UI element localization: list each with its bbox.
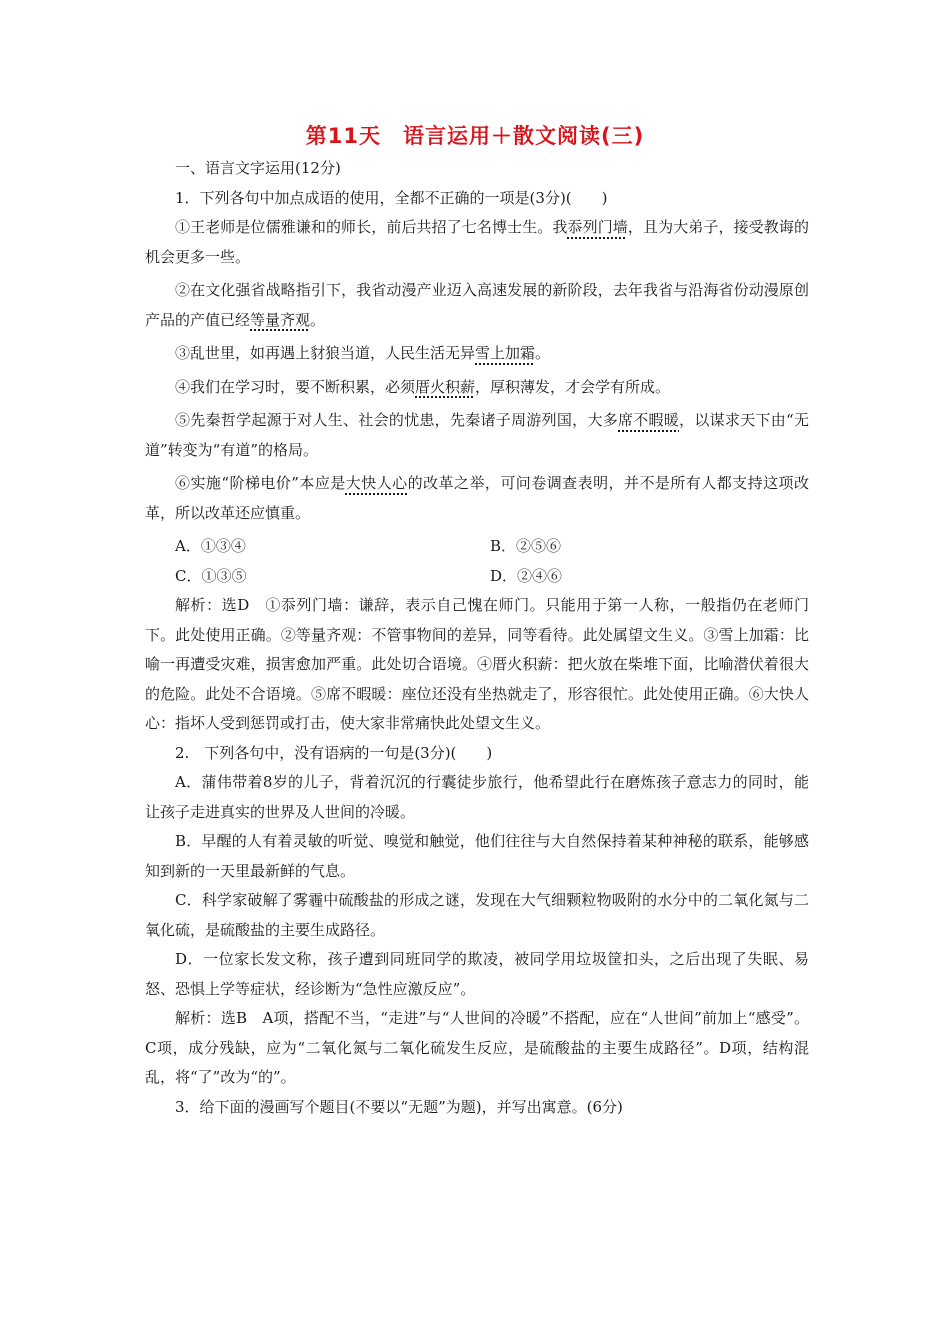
q1-sentence-6: ⑥实施“阶梯电价”本应是大快人心的改革之举，可问卷调查表明，并不是所有人都支持这项改革，所以改革还应慎重。: [145, 474, 809, 522]
q1-analysis: 解析：选D ①忝列门墙：谦辞，表示自己愧在师门。只能用于第一人称，一般指仍在老师门下。此处使用正确。②等量齐观：不管事物间的差异，同等看待。此处属望文生义。③雪上加霜：比喻一再遭受灾难，损害愈加严重。此处切合语境。④厝火积薪：把火放在柴堆下面，比喻潜伏着很大的危险。此处不合语境。⑤席不暇暖：座位还没有坐热就走了，形容很忙。此处使用正确。⑥大快人心：指坏人受到惩罚或打击，使大家非常痛快此处望文生义。: [145, 596, 809, 732]
question-3-stem: 3．给下面的漫画写个题目(不要以“无题”为题)，并写出寓意。(6分): [175, 1097, 623, 1116]
question-1-stem: 1．下列各句中加点成语的使用，全都不正确的一项是(3分)( ): [175, 188, 608, 207]
dotted-idiom: 忝列门墙: [567, 218, 628, 236]
q2-analysis: 解析：选B A项，搭配不当，“走进”与“人世间的冷暖”不搭配，应在“人世间”前加上“感受”。C项，成分残缺，应为“二氧化氮与二氧化硫发生反应，是硫酸盐的主要生成路径”。D项，结构混乱，将“了”改为“的”。: [145, 1009, 809, 1086]
q1-sentence-4: ④我们在学习时，要不断积累，必须厝火积薪，厚积薄发，才会学有所成。: [175, 377, 671, 396]
q2-option-c: C．科学家破解了雾霾中硫酸盐的形成之谜，发现在大气细颗粒物吸附的水分中的二氧化氮与二氧化硫，是硫酸盐的主要生成路径。: [145, 891, 809, 939]
q1-sentence-5: ⑤先秦哲学起源于对人生、社会的忧患，先秦诸子周游列国，大多席不暇暖，以谋求天下由“无道”转变为“有道”的格局。: [145, 411, 809, 459]
q1-options-row-1: [145, 532, 809, 562]
dotted-idiom: 厝火积薪: [415, 377, 476, 396]
dotted-idiom: 雪上加霜: [475, 344, 536, 362]
q1-sentence-1: ①王老师是位儒雅谦和的师长，前后共招了七名博士生。我忝列门墙，且为大弟子，接受教诲的机会更多一些。: [145, 218, 809, 266]
question-2-stem: 2. 下列各句中，没有语病的一句是(3分)( ): [175, 743, 493, 762]
dotted-idiom: 大快人心: [345, 474, 408, 492]
section-heading: 一、语言文字运用(12分): [175, 159, 341, 177]
option-b: B．②⑤⑥: [490, 537, 562, 555]
q1-sentence-3: ③乱世里，如再遇上豺狼当道，人民生活无异雪上加霜。: [175, 344, 551, 362]
dotted-idiom: 等量齐观: [250, 310, 311, 329]
q2-option-b: B．早醒的人有着灵敏的听觉、嗅觉和触觉，他们往往与大自然保持着某种神秘的联系，能够感知到新的一天里最新鲜的气息。: [145, 832, 809, 880]
q1-options-row-2: [145, 562, 809, 592]
page-title: 第11天 语言运用＋散文阅读(三): [305, 124, 645, 148]
dotted-idiom: 席不暇暖: [618, 411, 680, 429]
option-a: A．①③④: [175, 537, 246, 555]
option-d: D．②④⑥: [490, 566, 563, 585]
q2-option-d: D．一位家长发文称，孩子遭到同班同学的欺凌，被同学用垃圾筐扣头，之后出现了失眠、易怒、恐惧上学等症状，经诊断为“急性应激反应”。: [145, 950, 809, 998]
q1-sentence-2: ②在文化强省战略指引下，我省动漫产业迈入高速发展的新阶段，去年我省与沿海省份动漫原创产品的产值已经等量齐观。: [145, 281, 809, 329]
q2-option-a: A．蒲伟带着8岁的儿子，背着沉沉的行囊徒步旅行，他希望此行在磨炼孩子意志力的同时，能让孩子走进真实的世界及人世间的冷暖。: [145, 773, 809, 821]
document-body: [145, 154, 809, 1122]
option-c: C．①③⑤: [175, 566, 247, 585]
